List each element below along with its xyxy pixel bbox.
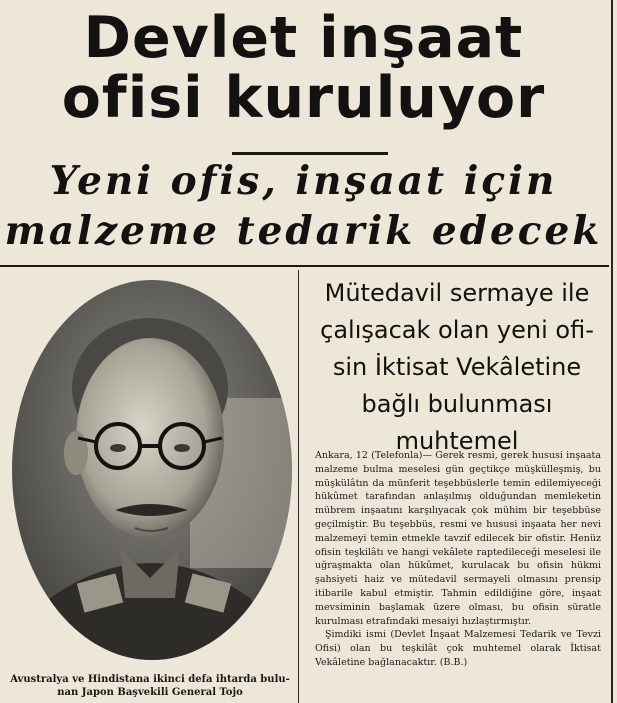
general-portrait-image [10,278,295,663]
article-paragraph-1: Ankara, 12 (Telefonla)— Gerek resmi, gerek hususi inşaata malzeme bulma meselesi gün geçtikçe müşkülleşmiş, bu müşkülâtın da münferit teşebbüslerle temin edilemiyeceği hükûmet tarafından anlaşılmış olduğundan memleketin mübrem inşaatını karşılıyacak çok mühim bir teşebbüse geçilmiştir. Bu teşebbüs, resmi ve hususi inşaata her nevi malzemeyi temin etmekle tavzif edilecek bir ofistir. Henüz ofisin teşkilâtı ve hangi vekâlete raptedileceği meselesi ile uğraşmakta olan hükûmet, kurulacak bu ofisin hükmi şahsiyeti haiz ve mütedavil sermayeli olmasını prensip itibarile kabul etmiştir. Tahmin edildiğine göre, inşaat mevsiminin başlamak üzere olması, bu ofisin süratle kurulması etrafındaki mesaiyi hızlaştırmıştır. [315,450,601,627]
article-body [315,449,601,670]
subheadline [0,156,607,256]
article-deck [306,275,608,460]
subheadline-line-2: malzeme tedarik edecek [4,208,603,254]
deck-line-5: muhtemel [395,427,519,455]
deck-line-1: Mütedavil sermaye ile [324,279,590,307]
column-divider [298,270,299,703]
page-edge-rule [611,0,613,703]
deck-line-3: sin İktisat Vekâletine [332,353,582,381]
portrait-photo [10,278,295,663]
article-paragraph-2: Şimdiki ismi (Devlet İnşaat Malzemesi Tedarik ve Tevzi Ofisi) olan bu teşkilât çok muhtemel olarak İktisat Vekâletine bağlanacaktır. (B.B.) [315,629,601,668]
headline-line-2: ofisi kuruluyor [61,65,546,131]
headline [0,5,607,131]
caption-line-1: Avustralya ve Hindistana ikinci defa ihtarda bulu- [10,674,290,685]
deck-line-2: çalışacak olan yeni ofi- [320,316,594,344]
subheadline-line-1: Yeni ofis, inşaat için [49,158,558,204]
section-rule [0,265,609,267]
photo-caption [2,673,298,699]
headline-divider [232,152,388,155]
deck-line-4: bağlı bulunması [361,390,553,418]
headline-line-1: Devlet inşaat [83,5,524,71]
caption-line-2: nan Japon Başvekili General Tojo [57,687,243,698]
